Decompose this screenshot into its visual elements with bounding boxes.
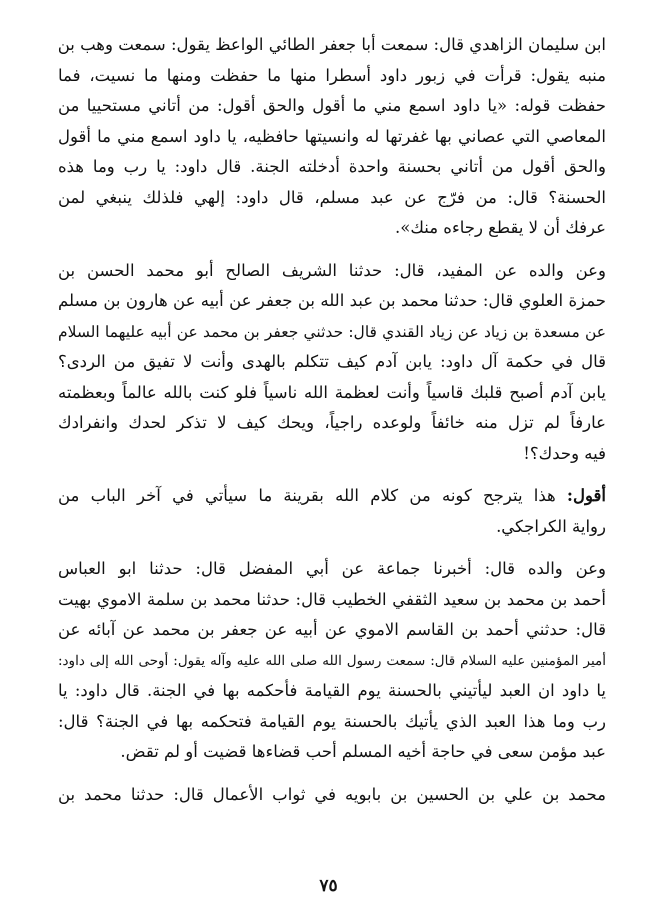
text-line [58,481,606,512]
text-line: ابن سليمان الزاهدي قال: سمعت أبا جعفر الطائي الواعظ يقول: سمعت وهب بن [58,35,606,54]
text-line: قال: حدثني أحمد بن القاسم الاموي عن أبيه عن جعفر بن محمد عن آبائه عن [58,620,606,639]
text-line: وعن والده قال: أخبرنا جماعة عن أبي المفضل قال: حدثنا ابو العباس [58,559,606,578]
text-line: منبه يقول: قرأت في زبور داود أسطرا منها ما حفظت ومنها ما نسيت، فما [58,65,606,85]
text-line: يا داود ان العبد ليأتيني بالحسنة يوم القيامة فأحكمه بها في الجنة. قال داود: يا [58,681,606,700]
paragraph-1 [58,30,606,244]
text-line: حمزة العلوي قال: حدثنا محمد بن عبد الله بن جعفر عن أبيه عن هارون بن مسلم [58,291,606,310]
page-number: ٧٥ [319,876,338,896]
text-line: محمد بن علي بن الحسين بن بابويه في ثواب الأعمال قال: حدثنا محمد بن [58,784,606,804]
text-line: رب وما هذا العبد الذي يأتيك بالحسنة يوم القيامة فتحكمه بها في الجنة؟ قال: [58,711,606,731]
text-line: عن مسعدة بن زياد عن زياد القندي قال: حدثني جعفر بن محمد عن أبيه عليهما السلام [58,322,606,341]
text-line: حفظت قوله: «يا داود اسمع مني ما أقول والحق أقول: من أتاني مستحييا من [58,96,606,115]
text-line: أحمد بن محمد بن سعيد الثقفي الخطيب قال: حدثنا محمد بن سلمة الاموي بهيت [58,589,606,609]
text-segment: هذا يترجح كونه من كلام الله بقرينة ما سيأتي في آخر الباب من [58,486,556,505]
text-line: يابن آدم أصبح قلبك قاسياً وأنت لعظمة الله ناسياً فلو كنت بالله عالماً وبعظمته [58,382,606,402]
text-line: المعاصي التي عصاني بها غفرتها له وانسيتها حافظيه، يا داود اسمع مني ما أقول [58,126,606,146]
text-line: الحسنة؟ قال: من فرّج عن عبد مسلم، قال داود: إلهي فلذلك ينبغي لمن [58,187,606,207]
text-line: قال في حكمة آل داود: يابن آدم كيف تتكلم بالهدى وأنت لا تفيق من الردى؟ [58,352,606,371]
commentary-lead-word: أقول: [566,486,606,505]
paragraph-3-commentary [58,481,606,542]
paragraph-5 [58,780,606,811]
paragraph-2 [58,256,606,470]
text-line: رواية الكراجكي. [496,516,606,536]
book-page-body [58,30,606,810]
text-line: أمير المؤمنين عليه السلام قال: سمعت رسول الله صلى الله عليه وآله يقول: أوحى الله إلى داود: [58,652,606,669]
text-line: والحق أقول من أتاني بحسنة واحدة أدخلته الجنة. قال داود: يا رب وما هذه [58,157,606,176]
text-line: عبد مؤمن سعى في حاجة أخيه المسلم أحب قضاءها قضيت أو لم تقض. [120,742,606,761]
paragraph-4 [58,554,606,768]
text-line: فيه وحدك؟! [523,443,606,463]
text-line: وعن والده عن المفيد، قال: حدثنا الشريف الصالح أبو محمد الحسن بن [58,260,606,280]
text-line: عرفك أن لا يقطع رجاءه منك». [395,218,606,237]
text-line: عارفاً لم تزل منه خائفاً ولوعده راجياً، ويحك كيف لا تذكر لحدك وانفرادك [58,413,606,432]
